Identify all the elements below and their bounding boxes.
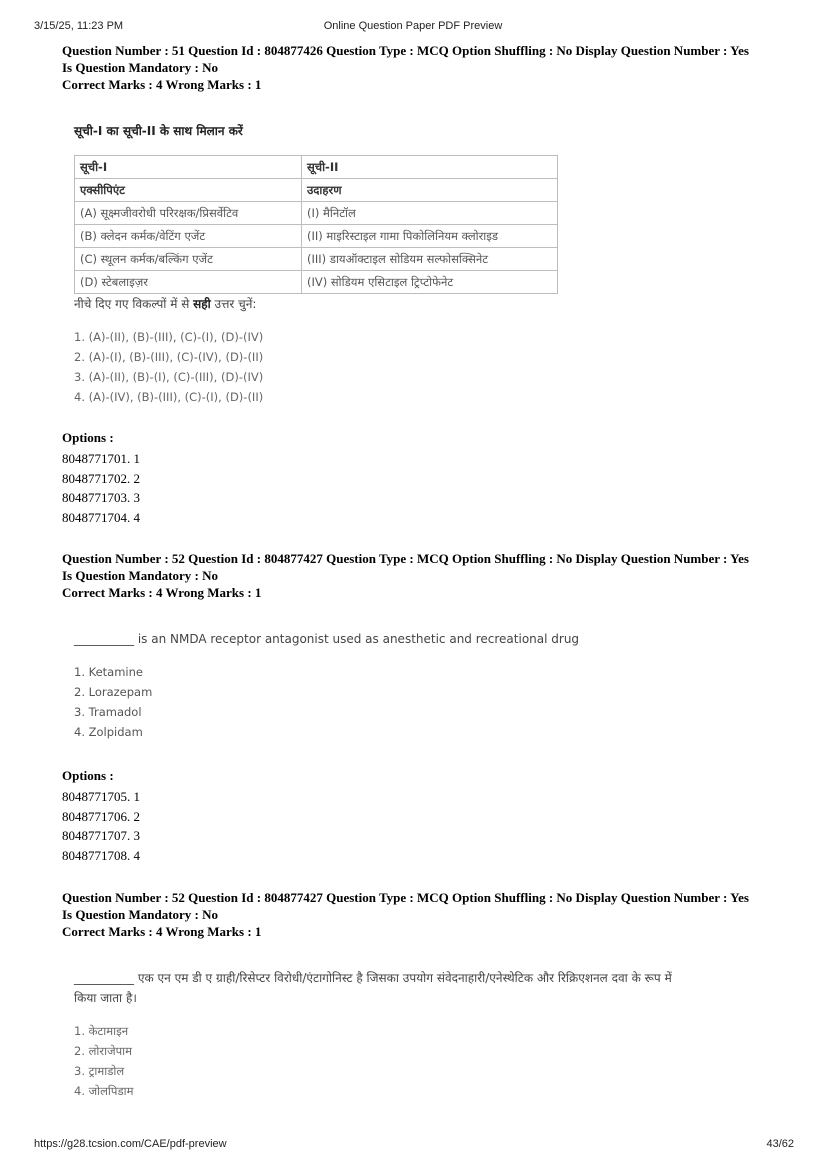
choice-item: 3. ट्रामाडोल — [74, 1064, 125, 1078]
question-51-meta — [62, 42, 782, 93]
choice-item: 3. Tramadol — [74, 705, 142, 719]
question-51-options — [62, 429, 140, 527]
table-cell: (III) डायऑक्टाइल सोडियम सल्फोसक्सिनेट — [302, 248, 558, 271]
options-label: Options : — [62, 430, 114, 445]
question-52-hindi-meta — [62, 889, 782, 940]
mandatory-line: Is Question Mandatory : No — [62, 907, 219, 922]
option-item: 8048771704. 4 — [62, 509, 140, 525]
table-subheader-row — [75, 179, 558, 202]
question-51-body — [74, 122, 558, 407]
table-cell: (D) स्टेबलाइज़र — [75, 271, 302, 294]
question-52-body — [74, 632, 579, 742]
option-item: 8048771701. 1 — [62, 451, 140, 466]
option-item: 8048771706. 2 — [62, 808, 140, 824]
table-cell: (A) सूक्ष्मजीवरोधी परिरक्षक/प्रिसर्वेटिव — [75, 202, 302, 225]
table-row — [75, 271, 558, 294]
answer-choices — [74, 327, 558, 407]
question-52-meta — [62, 550, 782, 601]
choice-item: 2. (A)-(I), (B)-(III), (C)-(IV), (D)-(II) — [74, 350, 264, 364]
table-cell: (IV) सोडियम एसिटाइल ट्रिप्टोफेनेट — [302, 271, 558, 294]
question-title — [74, 968, 794, 1008]
option-item: 8048771705. 1 — [62, 789, 140, 804]
choice-item: 1. (A)-(II), (B)-(III), (C)-(I), (D)-(IV) — [74, 330, 264, 344]
marks-line: Correct Marks : 4 Wrong Marks : 1 — [62, 924, 262, 939]
choice-item: 4. Zolpidam — [74, 725, 143, 739]
instruction: नीचे दिए गए विकल्पों में से सही उत्तर चुनें: — [74, 297, 257, 311]
option-item: 8048771707. 3 — [62, 828, 140, 843]
table-cell: (B) क्लेदन कर्मक/वेटिंग एजेंट — [75, 225, 302, 248]
mandatory-line: Is Question Mandatory : No — [62, 60, 219, 75]
question-title: __________ is an NMDA receptor antagonist used as anesthetic and recreational drug — [74, 632, 580, 646]
answer-choices — [74, 1021, 794, 1101]
page-url: https://g28.tcsion.com/CAE/pdf-preview — [34, 1138, 227, 1150]
table-cell: (C) स्थूलन कर्मक/बल्किंग एजेंट — [75, 248, 302, 271]
question-meta-line: Question Number : 52 Question Id : 804877427 Question Type : MCQ Option Shuffling : No Display Question Number : Yes — [62, 890, 749, 905]
choice-item: 1. केटामाइन — [74, 1024, 129, 1038]
marks-line: Correct Marks : 4 Wrong Marks : 1 — [62, 585, 262, 600]
question-52-hindi-body — [74, 968, 794, 1101]
table-cell: एक्सीपिएंट — [75, 179, 302, 202]
option-item: 8048771708. 4 — [62, 847, 140, 863]
question-title: सूची-I का सूची-II के साथ मिलान करें — [74, 124, 243, 138]
choice-item: 2. Lorazepam — [74, 685, 153, 699]
table-cell: (II) माइरिस्टाइल गामा पिकोलिनियम क्लोराइड — [302, 225, 558, 248]
table-cell: (I) मैनिटॉल — [302, 202, 558, 225]
table-header-row — [75, 156, 558, 179]
choice-item: 4. (A)-(IV), (B)-(III), (C)-(I), (D)-(II) — [74, 390, 264, 404]
page-number: 43/62 — [766, 1138, 794, 1150]
choice-item: 4. जोलपिडाम — [74, 1084, 134, 1098]
question-meta-line: Question Number : 51 Question Id : 804877426 Question Type : MCQ Option Shuffling : No Display Question Number : Yes — [62, 43, 749, 58]
table-row — [75, 225, 558, 248]
table-cell: उदाहरण — [302, 179, 558, 202]
document-title: Online Question Paper PDF Preview — [323, 20, 503, 32]
mandatory-line: Is Question Mandatory : No — [62, 568, 219, 583]
options-label: Options : — [62, 768, 114, 783]
question-title-line: किया जाता है। — [74, 991, 137, 1005]
answer-choices — [74, 662, 579, 742]
question-meta-line: Question Number : 52 Question Id : 804877427 Question Type : MCQ Option Shuffling : No Display Question Number : Yes — [62, 551, 749, 566]
table-cell: सूची-II — [302, 156, 558, 179]
choice-item: 1. Ketamine — [74, 665, 143, 679]
choice-item: 2. लोराजेपाम — [74, 1044, 133, 1058]
print-datetime: 3/15/25, 11:23 PM — [34, 20, 124, 32]
match-table — [74, 155, 558, 294]
table-cell: सूची-I — [75, 156, 302, 179]
option-item: 8048771703. 3 — [62, 490, 140, 505]
question-title-line: __________ एक एन एम डी ए ग्राही/रिसेप्टर विरोधी/एंटागोनिस्ट है जिसका उपयोग संवेदनाहारी/एनेस्थेटिक और रिक्रिएशनल दवा के रूप में — [74, 971, 672, 985]
option-item: 8048771702. 2 — [62, 470, 140, 486]
table-row — [75, 202, 558, 225]
question-52-options — [62, 767, 140, 865]
marks-line: Correct Marks : 4 Wrong Marks : 1 — [62, 77, 262, 92]
choice-item: 3. (A)-(II), (B)-(I), (C)-(III), (D)-(IV) — [74, 370, 264, 384]
table-row — [75, 248, 558, 271]
